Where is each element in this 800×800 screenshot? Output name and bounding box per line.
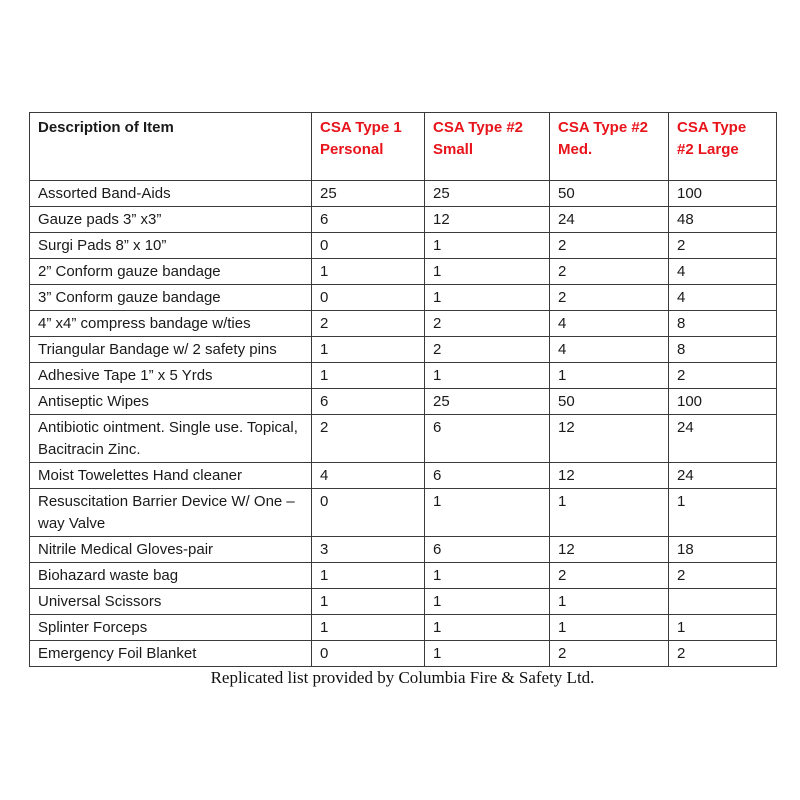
type1-personal-qty: 1: [312, 259, 425, 285]
type2-medium-qty: 4: [550, 337, 669, 363]
type1-personal-qty: 6: [312, 207, 425, 233]
type1-personal-qty: 4: [312, 463, 425, 489]
item-description: 2” Conform gauze bandage: [30, 259, 312, 285]
table-body: [30, 181, 777, 667]
source-caption: Replicated list provided by Columbia Fire & Safety Ltd.: [210, 668, 595, 687]
type2-medium-qty: 24: [550, 207, 669, 233]
header-line: Personal: [320, 141, 384, 158]
type2-medium-qty: 2: [550, 233, 669, 259]
type2-small-qty: 25: [425, 181, 550, 207]
table-row: [30, 207, 777, 233]
type1-personal-qty: 1: [312, 337, 425, 363]
type2-small-qty: 1: [425, 259, 550, 285]
table-row: [30, 389, 777, 415]
type1-personal-qty: 1: [312, 363, 425, 389]
item-description: Moist Towelettes Hand cleaner: [30, 463, 312, 489]
header-line: CSA Type 1: [320, 119, 402, 136]
type1-personal-qty: 6: [312, 389, 425, 415]
table-row: [30, 337, 777, 363]
type2-medium-qty: 12: [550, 415, 669, 463]
item-description: Surgi Pads 8” x 10”: [30, 233, 312, 259]
type2-medium-qty: 1: [550, 615, 669, 641]
header-line: CSA Type #2: [558, 119, 649, 136]
type2-small-qty: 6: [425, 463, 550, 489]
table-row: [30, 415, 777, 463]
item-description: Splinter Forceps: [30, 615, 312, 641]
type2-large-qty: 1: [669, 615, 777, 641]
type2-small-qty: 1: [425, 285, 550, 311]
header-csa-type2-small: [425, 113, 550, 181]
table-row: [30, 259, 777, 285]
header-description: Description of Item: [30, 113, 312, 181]
header-csa-type1-personal: [312, 113, 425, 181]
type1-personal-qty: 2: [312, 311, 425, 337]
type1-personal-qty: 1: [312, 589, 425, 615]
type2-large-qty: 100: [669, 389, 777, 415]
type2-medium-qty: 50: [550, 389, 669, 415]
type2-small-qty: 1: [425, 641, 550, 667]
type2-medium-qty: 50: [550, 181, 669, 207]
item-description: 4” x4” compress bandage w/ties: [30, 311, 312, 337]
type2-large-qty: 24: [669, 463, 777, 489]
type2-large-qty: 48: [669, 207, 777, 233]
type2-large-qty: [669, 589, 777, 615]
item-description: Gauze pads 3” x3”: [30, 207, 312, 233]
type2-small-qty: 1: [425, 363, 550, 389]
type2-medium-qty: 2: [550, 641, 669, 667]
item-description: Emergency Foil Blanket: [30, 641, 312, 667]
header-line: #2 Large: [677, 141, 739, 158]
type1-personal-qty: 1: [312, 563, 425, 589]
type2-medium-qty: 12: [550, 463, 669, 489]
type1-personal-qty: 0: [312, 489, 425, 537]
type2-small-qty: 1: [425, 233, 550, 259]
table-row: [30, 589, 777, 615]
item-description: Nitrile Medical Gloves-pair: [30, 537, 312, 563]
table-row: [30, 563, 777, 589]
type1-personal-qty: 1: [312, 615, 425, 641]
item-description: Universal Scissors: [30, 589, 312, 615]
header-line: Med.: [558, 141, 593, 158]
type2-small-qty: 25: [425, 389, 550, 415]
type2-small-qty: 2: [425, 337, 550, 363]
item-description: Assorted Band-Aids: [30, 181, 312, 207]
type1-personal-qty: 0: [312, 285, 425, 311]
type1-personal-qty: 2: [312, 415, 425, 463]
first-aid-kit-table: [29, 112, 777, 667]
type2-medium-qty: 2: [550, 259, 669, 285]
type1-personal-qty: 0: [312, 233, 425, 259]
type2-small-qty: 6: [425, 415, 550, 463]
table-row: [30, 489, 777, 537]
type2-medium-qty: 1: [550, 363, 669, 389]
table-row: [30, 285, 777, 311]
header-line: Small: [433, 141, 474, 158]
type1-personal-qty: 25: [312, 181, 425, 207]
table-row: [30, 233, 777, 259]
table-row: [30, 363, 777, 389]
table-row: [30, 311, 777, 337]
type2-large-qty: 4: [669, 259, 777, 285]
table-row: [30, 615, 777, 641]
type2-large-qty: 8: [669, 311, 777, 337]
table-row: [30, 181, 777, 207]
type2-large-qty: 2: [669, 233, 777, 259]
type2-large-qty: 2: [669, 363, 777, 389]
table-row: [30, 463, 777, 489]
type2-medium-qty: 4: [550, 311, 669, 337]
type2-small-qty: 1: [425, 615, 550, 641]
type2-large-qty: 8: [669, 337, 777, 363]
type2-small-qty: 6: [425, 537, 550, 563]
type2-large-qty: 24: [669, 415, 777, 463]
type2-medium-qty: 2: [550, 285, 669, 311]
type2-medium-qty: 2: [550, 563, 669, 589]
type2-large-qty: 4: [669, 285, 777, 311]
type2-small-qty: 2: [425, 311, 550, 337]
item-description: 3” Conform gauze bandage: [30, 285, 312, 311]
type2-small-qty: 12: [425, 207, 550, 233]
item-description: Triangular Bandage w/ 2 safety pins: [30, 337, 312, 363]
header-row: [30, 113, 777, 181]
item-description: Antibiotic ointment. Single use. Topical, Bacitracin Zinc.: [30, 415, 312, 463]
item-description: Biohazard waste bag: [30, 563, 312, 589]
type1-personal-qty: 0: [312, 641, 425, 667]
type2-large-qty: 2: [669, 563, 777, 589]
type2-small-qty: 1: [425, 489, 550, 537]
type1-personal-qty: 3: [312, 537, 425, 563]
type2-large-qty: 2: [669, 641, 777, 667]
document: [29, 112, 776, 688]
item-description: Antiseptic Wipes: [30, 389, 312, 415]
type2-medium-qty: 1: [550, 589, 669, 615]
type2-small-qty: 1: [425, 589, 550, 615]
header-line: CSA Type: [677, 119, 747, 136]
type2-medium-qty: 1: [550, 489, 669, 537]
type2-large-qty: 100: [669, 181, 777, 207]
table-row: [30, 641, 777, 667]
header-line: CSA Type #2: [433, 119, 524, 136]
table-row: [30, 537, 777, 563]
type2-large-qty: 18: [669, 537, 777, 563]
type2-large-qty: 1: [669, 489, 777, 537]
item-description: Adhesive Tape 1” x 5 Yrds: [30, 363, 312, 389]
header-csa-type2-large: [669, 113, 777, 181]
type2-medium-qty: 12: [550, 537, 669, 563]
item-description: Resuscitation Barrier Device W/ One –way Valve: [30, 489, 312, 537]
type2-small-qty: 1: [425, 563, 550, 589]
header-csa-type2-medium: [550, 113, 669, 181]
